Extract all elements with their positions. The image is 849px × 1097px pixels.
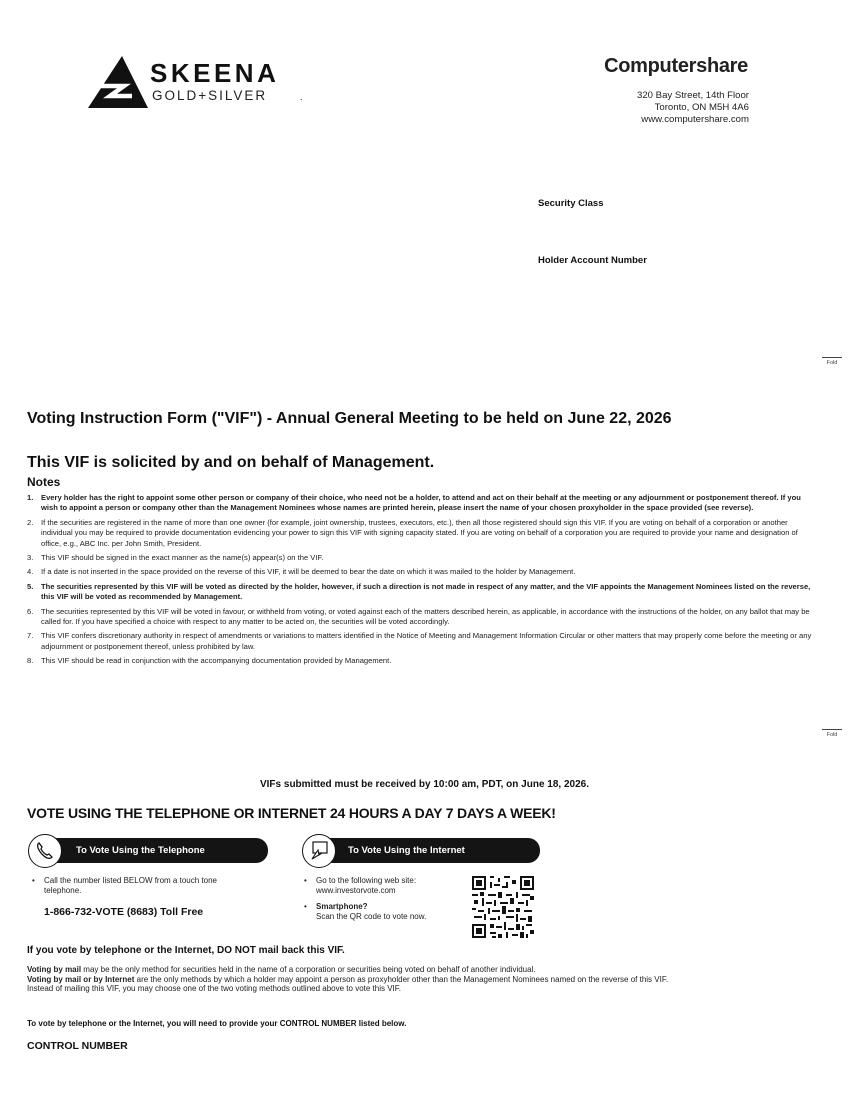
note-item: 3. This VIF should be signed in the exact manner as the name(s) appear(s) on the VIF. bbox=[27, 553, 324, 563]
notes-list bbox=[27, 493, 817, 671]
note-item: 8. This VIF should be read in conjunction with the accompanying documentation provided by Management. bbox=[27, 656, 392, 666]
internet-banner-label: To Vote Using the Internet bbox=[348, 845, 465, 856]
qr-code-icon bbox=[472, 876, 534, 938]
logo-dot: . bbox=[300, 92, 303, 102]
form-title: Voting Instruction Form ("VIF") - Annual General Meeting to be held on June 22, 2026 bbox=[27, 410, 672, 427]
internet-instructions: • Go to the following web site: www.investorvote.com bbox=[304, 876, 417, 895]
vote-heading: VOTE USING THE TELEPHONE OR INTERNET 24 HOURS A DAY 7 DAYS A WEEK! bbox=[27, 805, 556, 821]
telephone-banner bbox=[44, 838, 268, 863]
note-item: 6. The securities represented by this VIF will be voted in favour, or withheld from voting, or voted against each of the matters described herein, as applicable, in accordance with the instructions of the holder, on any ballot that may be called for. If you have specified a choice with respect to any matter to be acted on, the securities will be voted accordingly. bbox=[27, 606, 810, 627]
control-number-label: CONTROL NUMBER bbox=[27, 1040, 128, 1052]
smartphone-instructions: • Smartphone? Scan the QR code to vote now. bbox=[304, 902, 427, 921]
telephone-icon bbox=[28, 834, 62, 868]
internet-banner bbox=[318, 838, 540, 863]
fold-mark: Fold bbox=[822, 729, 842, 738]
telephone-banner-label: To Vote Using the Telephone bbox=[76, 845, 205, 856]
note-item: 2. If the securities are registered in the name of more than one owner (for example, joint ownership, trustees, executors, etc.), then all those registered should sign this VIF. If you are voting on behalf of a corporation or another individual you may be required to provide documentation evidencing your power to sign this VIF with signing capacity stated. If you are voting on behalf of a corporation you are required to provide your name and designation of office, e.g., ABC Inc. per John Smith, President. bbox=[27, 517, 798, 548]
note-item: 5. The securities represented by this VIF will be voted as directed by the holder, however, if such a direction is not made in respect of any matter, and the VIF appoints the Management Nominees listed on the reverse, this VIF will be voted as recommended by Management. bbox=[27, 581, 811, 602]
notes-heading: Notes bbox=[27, 475, 61, 489]
skeena-name: SKEENA bbox=[150, 58, 280, 88]
address-line: www.computershare.com bbox=[641, 114, 749, 125]
skeena-mountain-icon bbox=[88, 56, 148, 108]
note-item: 7. This VIF confers discretionary authority in respect of amendments or variations to matters identified in the Notice of Meeting and Management Information Circular or other matters that may properly come before the meeting or any adjournment or postponement thereof, unless prohibited by law. bbox=[27, 631, 812, 651]
deadline-text: VIFs submitted must be received by 10:00 am, PDT, on June 18, 2026. bbox=[259, 779, 589, 790]
skeena-subtitle: GOLD+SILVER bbox=[152, 88, 268, 103]
voting-website: www.investorvote.com bbox=[316, 886, 396, 895]
voting-methods-paragraph: Voting by mail may be the only method for securities held in the name of a corporation or securities being voted on behalf of another individual. Voting by mail or by Internet are the only methods by which a holder may appoint a person as proxyholder other than the Management Nominees named on the reverse of this VIF. Instead of mailing this VIF, you may choose one of the two voting methods outlined above to vote this VIF. bbox=[27, 965, 669, 993]
note-item: 1. Every holder has the right to appoint some other person or company of their choice, who need not be a holder, to attend and act on their behalf at the meeting or any adjournment or postponement thereof. If you wish to appoint a person or company other than the Management Nominees whose names are printed herein, please insert the name of your chosen proxyholder in the space provided (see reverse). bbox=[27, 493, 801, 513]
do-not-mail-notice: If you vote by telephone or the Internet, DO NOT mail back this VIF. bbox=[27, 945, 345, 956]
address-line: Toronto, ON M5H 4A6 bbox=[654, 102, 749, 113]
computershare-address bbox=[637, 90, 749, 126]
control-number-note: To vote by telephone or the Internet, you will need to provide your CONTROL NUMBER listed below. bbox=[27, 1019, 407, 1028]
internet-icon bbox=[302, 834, 336, 868]
security-class-label: Security Class bbox=[538, 198, 604, 209]
fold-mark: Fold bbox=[822, 357, 842, 366]
holder-account-label: Holder Account Number bbox=[538, 255, 647, 266]
address-line: 320 Bay Street, 14th Floor bbox=[637, 90, 749, 101]
skeena-logo bbox=[88, 56, 318, 114]
toll-free-number: 1-866-732-VOTE (8683) Toll Free bbox=[44, 906, 204, 918]
computershare-logo: Computershare bbox=[604, 55, 748, 77]
solicited-heading: This VIF is solicited by and on behalf of Management. bbox=[27, 454, 435, 471]
telephone-instructions: • Call the number listed BELOW from a touch tone telephone. bbox=[32, 876, 217, 895]
note-item: 4. If a date is not inserted in the space provided on the reverse of this VIF, it will be deemed to bear the date on which it was mailed to the holder by Management. bbox=[27, 567, 576, 577]
